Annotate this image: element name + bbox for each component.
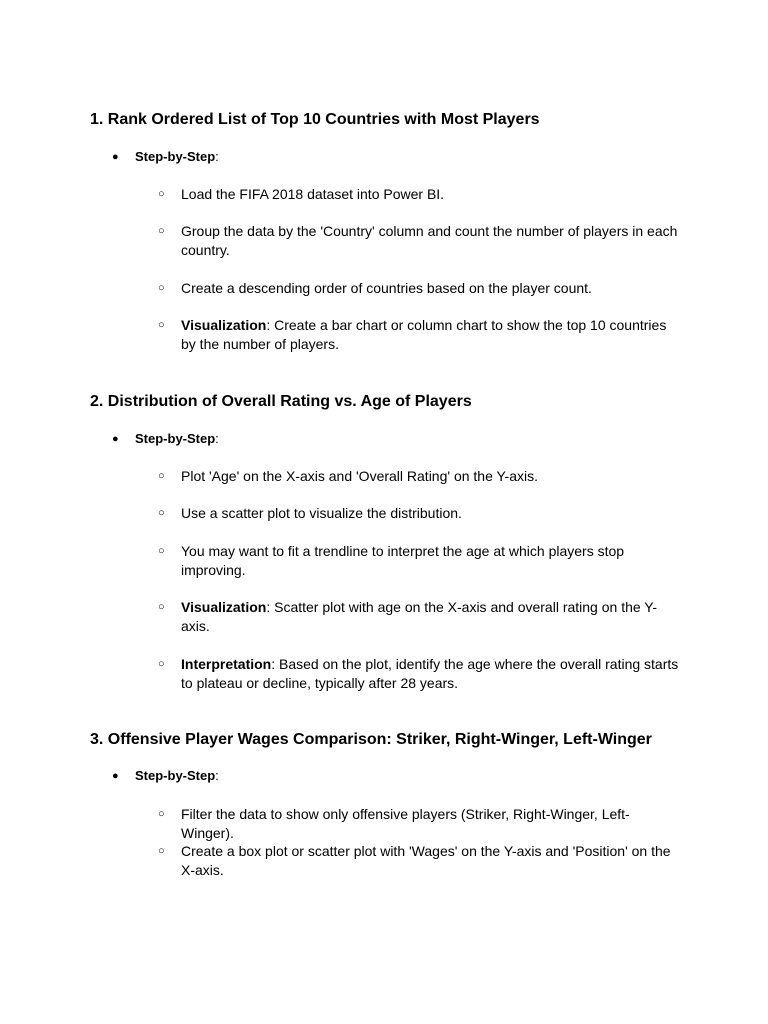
section-3: 3. Offensive Player Wages Comparison: Striker, Right-Winger, Left-Winger ● Step-by-Step: ○ Filter the data to show only offensive players (Striker, Right-Winger, Left-Winger). ○ Create a box plot or scatter plot with 'Wages' on the Y-axis and 'Position' on the X-axis. bbox=[90, 730, 690, 750]
section-heading: 1. Rank Ordered List of Top 10 Countries with Most Players bbox=[90, 111, 540, 128]
section-2: 2. Distribution of Overall Rating vs. Age of Players ● Step-by-Step: ○ Plot 'Age' on the X-axis and 'Overall Rating' on the Y-axis. ○ Use a scatter plot to visualize the distribution. ○ You may want to fit a trendline to interpret the age at which players stop improving. ○ Visualization: Scatter plot with age on the X-axis and overall rating on the Y-axis. ○ Interpretation: Based on the plot, identify the age where the overall rating starts to plateau or decline, typically after 28 years. bbox=[90, 392, 690, 412]
hollow-circle-icon: ○ bbox=[158, 282, 165, 294]
hollow-circle-icon: ○ bbox=[158, 507, 165, 519]
hollow-circle-icon: ○ bbox=[158, 808, 165, 820]
hollow-circle-icon: ○ bbox=[158, 845, 165, 857]
bullet-label: Step-by-Step bbox=[135, 149, 216, 164]
section-1: 1. Rank Ordered List of Top 10 Countries with Most Players ● Step-by-Step: ○ Load the FIFA 2018 dataset into Power BI. ○ Group the data by the 'Country' column and count the number of players in each country. ○ Create a descending order of countries based on the player count. ○ Visualization: Create a bar chart or column chart to show the top 10 countries by the number of players. bbox=[90, 110, 690, 130]
list-item: ○ Filter the data to show only offensive players (Striker, Right-Winger, Left-Winger). bbox=[158, 806, 630, 841]
hollow-circle-icon: ○ bbox=[158, 319, 165, 331]
hollow-circle-icon: ○ bbox=[158, 545, 165, 557]
filled-circle-icon: ● bbox=[112, 433, 119, 445]
list-item: ○ You may want to fit a trendline to interpret the age at which players stop improving. bbox=[158, 543, 625, 578]
list-item: ○ Group the data by the 'Country' column and count the number of players in each country. bbox=[158, 223, 678, 258]
hollow-circle-icon: ○ bbox=[158, 601, 165, 613]
list-item: ○ Create a box plot or scatter plot with 'Wages' on the Y-axis and 'Position' on the X-axis. bbox=[158, 843, 671, 878]
hollow-circle-icon: ○ bbox=[158, 225, 165, 237]
list-item: ○ Use a scatter plot to visualize the distribution. bbox=[158, 505, 462, 521]
list-item: ○ Interpretation: Based on the plot, identify the age where the overall rating starts to plateau or decline, typically after 28 years. bbox=[158, 656, 679, 691]
list-item: ○ Create a descending order of countries based on the player count. bbox=[158, 280, 592, 296]
list-item: ○ Plot 'Age' on the X-axis and 'Overall Rating' on the Y-axis. bbox=[158, 468, 539, 484]
hollow-circle-icon: ○ bbox=[158, 658, 165, 670]
filled-circle-icon: ● bbox=[112, 770, 119, 782]
section-heading: 2. Distribution of Overall Rating vs. Age of Players bbox=[90, 393, 472, 410]
hollow-circle-icon: ○ bbox=[158, 470, 165, 482]
filled-circle-icon: ● bbox=[112, 151, 119, 163]
list-item: ○ Visualization: Scatter plot with age on the X-axis and overall rating on the Y-axis. bbox=[158, 599, 658, 634]
hollow-circle-icon: ○ bbox=[158, 188, 165, 200]
list-item: ○ Load the FIFA 2018 dataset into Power BI. bbox=[158, 186, 445, 202]
list-item: ○ Visualization: Create a bar chart or column chart to show the top 10 countries by the number of players. bbox=[158, 317, 667, 352]
bullet-label: Step-by-Step bbox=[135, 768, 216, 783]
section-heading: 3. Offensive Player Wages Comparison: Striker, Right-Winger, Left-Winger bbox=[90, 731, 652, 748]
bullet-label: Step-by-Step bbox=[135, 431, 216, 446]
